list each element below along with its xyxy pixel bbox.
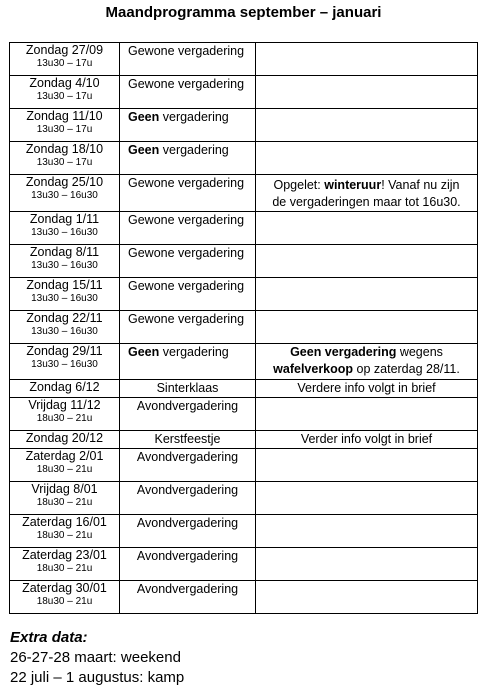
- date-label: Zondag 27/09: [25, 43, 104, 57]
- table-row: [10, 581, 478, 614]
- date-label: Zaterdag 16/01: [22, 515, 107, 529]
- event-cell: [120, 482, 256, 515]
- event-cell: [120, 109, 256, 142]
- event-cell: [120, 311, 256, 344]
- time-label: 13u30 – 17u: [36, 58, 93, 69]
- note-cell: [256, 515, 478, 548]
- date-label: Zondag 15/11: [26, 278, 103, 292]
- date-cell: [10, 76, 120, 109]
- time-label: 13u30 – 16u30: [31, 293, 98, 304]
- time-label: 13u30 – 16u30: [31, 260, 98, 271]
- note-cell: [256, 76, 478, 109]
- event-cell: [120, 548, 256, 581]
- event-text: Avondvergadering: [136, 516, 239, 530]
- event-text: Gewone vergadering: [128, 213, 245, 227]
- time-label: 13u30 – 16u30: [31, 227, 98, 238]
- time-label: 18u30 – 21u: [36, 497, 93, 508]
- note-segment: Opgelet:: [273, 178, 325, 192]
- event-text: Sinterklaas: [156, 381, 219, 395]
- note-segment: ! Vanaf nu zijn: [381, 178, 460, 192]
- note-cell: [256, 449, 478, 482]
- event-text: vergadering: [159, 143, 229, 157]
- date-cell: [10, 482, 120, 515]
- date-label: Zondag 4/10: [29, 76, 100, 90]
- table-row: [10, 212, 478, 245]
- note-segment: Verdere info volgt in brief: [297, 381, 436, 395]
- time-label: 13u30 – 16u30: [31, 326, 98, 337]
- event-cell: [120, 380, 256, 398]
- note-line: [256, 431, 477, 448]
- date-label: Zondag 11/10: [26, 109, 103, 123]
- note-cell: [256, 581, 478, 614]
- date-cell: [10, 311, 120, 344]
- event-label: [120, 398, 255, 415]
- note-segment: wafelverkoop: [273, 362, 354, 376]
- date-cell: [10, 109, 120, 142]
- time-label: 13u30 – 16u30: [31, 359, 98, 370]
- event-text: Gewone vergadering: [128, 77, 245, 91]
- event-label: [120, 380, 255, 397]
- event-label: [120, 109, 255, 126]
- extra-line: 26-27-28 maart: weekend: [10, 649, 181, 666]
- table-row: [10, 398, 478, 431]
- date-label: Zondag 6/12: [29, 380, 100, 394]
- event-text: Avondvergadering: [136, 399, 239, 413]
- extra-heading: Extra data:: [10, 629, 88, 646]
- note-line: [256, 194, 477, 211]
- note-cell: [256, 175, 478, 212]
- event-text: Kerstfeestje: [154, 432, 221, 446]
- event-cell: [120, 43, 256, 76]
- table-row: [10, 278, 478, 311]
- note-cell: [256, 109, 478, 142]
- date-cell: [10, 245, 120, 278]
- date-label: Zaterdag 2/01: [25, 449, 104, 463]
- event-label: [120, 43, 255, 60]
- event-label: [120, 548, 255, 565]
- event-cell: [120, 175, 256, 212]
- event-text: vergadering: [159, 345, 229, 359]
- note-cell: [256, 43, 478, 76]
- date-label: Zondag 18/10: [25, 142, 104, 156]
- note-cell: [256, 142, 478, 175]
- date-cell: [10, 43, 120, 76]
- table-row: [10, 515, 478, 548]
- table-row: [10, 175, 478, 212]
- note-cell: [256, 482, 478, 515]
- table-row: [10, 482, 478, 515]
- date-cell: [10, 431, 120, 449]
- note-segment: de vergaderingen maar tot 16u30.: [272, 195, 461, 209]
- event-cell: [120, 76, 256, 109]
- date-cell: [10, 515, 120, 548]
- note-segment: Geen vergadering: [290, 345, 397, 359]
- event-cell: [120, 515, 256, 548]
- event-bold: Geen: [128, 110, 160, 124]
- note-cell: [256, 398, 478, 431]
- event-cell: [120, 344, 256, 380]
- note-cell: [256, 431, 478, 449]
- time-label: 13u30 – 16u30: [31, 190, 98, 201]
- time-label: 18u30 – 21u: [36, 530, 93, 541]
- date-cell: [10, 175, 120, 212]
- event-label: [120, 431, 255, 448]
- date-cell: [10, 398, 120, 431]
- table-row: [10, 76, 478, 109]
- time-label: 18u30 – 21u: [36, 563, 93, 574]
- date-cell: [10, 344, 120, 380]
- note-segment: winteruur: [324, 178, 382, 192]
- event-text: Avondvergadering: [136, 450, 239, 464]
- time-label: 13u30 – 17u: [36, 124, 93, 135]
- date-cell: [10, 449, 120, 482]
- note-segment: Verder info volgt in brief: [300, 432, 433, 446]
- note-cell: [256, 212, 478, 245]
- note-line: [256, 361, 477, 378]
- event-cell: [120, 212, 256, 245]
- date-label: Zondag 25/10: [25, 175, 104, 189]
- page-title: Maandprogramma september – januari: [105, 4, 382, 21]
- event-cell: [120, 398, 256, 431]
- date-cell: [10, 581, 120, 614]
- time-label: 13u30 – 17u: [36, 91, 93, 102]
- event-text: Gewone vergadering: [128, 312, 245, 326]
- date-label: Vrijdag 8/01: [31, 482, 98, 496]
- schedule-table: [9, 42, 478, 614]
- date-cell: [10, 380, 120, 398]
- event-text: vergadering: [159, 110, 229, 124]
- note-segment: wegens: [396, 345, 443, 359]
- event-label: [120, 344, 255, 361]
- note-line: [256, 177, 477, 194]
- time-label: 18u30 – 21u: [36, 596, 93, 607]
- event-text: Avondvergadering: [136, 582, 239, 596]
- date-label: Zondag 1/11: [29, 212, 100, 226]
- extra-line: 22 juli – 1 augustus: kamp: [10, 669, 185, 686]
- event-text: Gewone vergadering: [128, 176, 245, 190]
- table-row: [10, 449, 478, 482]
- event-label: [120, 581, 255, 598]
- event-bold: Geen: [128, 143, 160, 157]
- event-cell: [120, 581, 256, 614]
- date-cell: [10, 278, 120, 311]
- date-cell: [10, 142, 120, 175]
- event-label: [120, 245, 255, 262]
- event-label: [120, 449, 255, 466]
- date-label: Zondag 29/11: [26, 344, 103, 358]
- event-cell: [120, 431, 256, 449]
- note-cell: [256, 311, 478, 344]
- event-cell: [120, 449, 256, 482]
- note-cell: [256, 380, 478, 398]
- note-cell: [256, 548, 478, 581]
- table-row: [10, 43, 478, 76]
- event-label: [120, 278, 255, 295]
- event-bold: Geen: [128, 345, 160, 359]
- time-label: 18u30 – 21u: [36, 464, 93, 475]
- event-cell: [120, 245, 256, 278]
- date-label: Zaterdag 23/01: [22, 548, 107, 562]
- event-text: Gewone vergadering: [128, 279, 245, 293]
- table-row: [10, 142, 478, 175]
- table-row: [10, 380, 478, 398]
- note-cell: [256, 245, 478, 278]
- event-text: Gewone vergadering: [128, 246, 245, 260]
- table-row: [10, 311, 478, 344]
- note-segment: op zaterdag 28/11.: [353, 362, 460, 376]
- event-text: Gewone vergadering: [128, 44, 245, 58]
- event-cell: [120, 142, 256, 175]
- date-cell: [10, 548, 120, 581]
- time-label: 13u30 – 17u: [36, 157, 93, 168]
- event-label: [120, 175, 255, 192]
- event-label: [120, 76, 255, 93]
- date-label: Vrijdag 11/12: [28, 398, 101, 412]
- table-row: [10, 109, 478, 142]
- table-row: [10, 548, 478, 581]
- event-text: Avondvergadering: [136, 483, 239, 497]
- event-text: Avondvergadering: [136, 549, 239, 563]
- table-row: [10, 344, 478, 380]
- date-label: Zaterdag 30/01: [22, 581, 107, 595]
- note-line: [256, 380, 477, 397]
- note-line: [256, 344, 477, 361]
- note-cell: [256, 278, 478, 311]
- date-label: Zondag 20/12: [25, 431, 104, 445]
- note-cell: [256, 344, 478, 380]
- table-row: [10, 431, 478, 449]
- event-label: [120, 482, 255, 499]
- time-label: 18u30 – 21u: [36, 413, 93, 424]
- event-cell: [120, 278, 256, 311]
- date-label: Zondag 22/11: [26, 311, 103, 325]
- date-label: Zondag 8/11: [29, 245, 100, 259]
- event-label: [120, 212, 255, 229]
- table-row: [10, 245, 478, 278]
- extra-data: [10, 628, 184, 688]
- event-label: [120, 311, 255, 328]
- event-label: [120, 142, 255, 159]
- event-label: [120, 515, 255, 532]
- date-cell: [10, 212, 120, 245]
